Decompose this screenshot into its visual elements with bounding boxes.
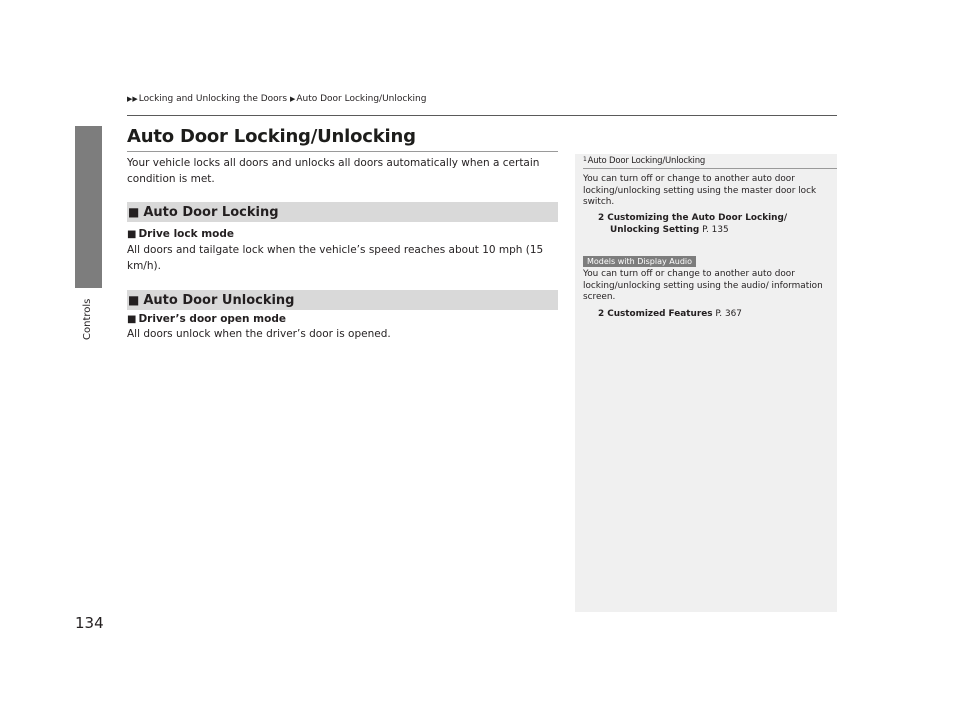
sub-heading-label: Driver’s door open mode [138, 313, 286, 325]
reference-arrow-icon: 2 [598, 309, 605, 319]
breadcrumb [127, 94, 426, 104]
header-rule [127, 115, 837, 116]
square-bullet-icon: ■ [128, 293, 140, 307]
sidebar-paragraph-master-switch: You can turn off or change to another auto door locking/unlocking setting using the master door lock switch. [583, 174, 817, 208]
intro-text: Your vehicle locks all doors and unlocks all doors automatically when a certain condition is met. [127, 157, 540, 185]
side-tab-label: Controls [82, 298, 93, 340]
cross-reference-customizing-cont[interactable] [610, 225, 729, 237]
title-rule [127, 151, 558, 152]
sub-heading-label: Drive lock mode [138, 228, 235, 240]
section-heading-auto-door-unlocking [127, 290, 558, 310]
drive-lock-description: All doors and tailgate lock when the vehicle’s speed reaches about 10 mph (15 km/h). [127, 244, 544, 272]
side-tab-marker [75, 126, 102, 288]
section-heading-auto-door-locking [127, 202, 558, 222]
reference-title: Customizing the Auto Door Locking/ [607, 213, 788, 223]
square-bullet-icon: ■ [128, 205, 140, 219]
cross-reference-customizing[interactable] [598, 213, 787, 225]
sub-heading-drive-lock-mode [127, 228, 234, 240]
reference-title-cont: Unlocking Setting [610, 225, 700, 235]
breadcrumb-item-locking[interactable]: Locking and Unlocking the Doors [138, 94, 288, 104]
page-number: 134 [75, 614, 104, 632]
sidebar-rule [583, 168, 837, 169]
sidebar-note-heading [583, 156, 705, 166]
reference-page: P. 367 [715, 309, 742, 319]
sidebar-note-title: Auto Door Locking/Unlocking [587, 156, 706, 166]
breadcrumb-arrow-icon: ▶▶ [127, 95, 138, 103]
section-heading-label: Auto Door Locking [143, 205, 279, 220]
sub-heading-drivers-door-open-mode [127, 313, 286, 325]
section-heading-label: Auto Door Unlocking [143, 293, 295, 308]
drivers-door-description: All doors unlock when the driver’s door is opened. [127, 328, 391, 340]
models-badge: Models with Display Audio [583, 256, 696, 267]
square-bullet-icon: ■ [127, 229, 137, 240]
cross-reference-customized-features[interactable] [598, 309, 742, 321]
reference-page: P. 135 [702, 225, 729, 235]
reference-arrow-icon: 2 [598, 213, 605, 223]
square-bullet-icon: ■ [127, 314, 137, 325]
breadcrumb-arrow-icon: ▶ [289, 95, 296, 103]
page-title: Auto Door Locking/Unlocking [127, 126, 416, 147]
breadcrumb-item-auto-door[interactable]: Auto Door Locking/Unlocking [296, 94, 427, 104]
sidebar-paragraph-audio-screen: You can turn off or change to another auto door locking/unlocking setting using the audio/ information screen. [583, 269, 823, 303]
reference-title: Customized Features [607, 309, 713, 319]
note-number: 1 [583, 156, 587, 163]
